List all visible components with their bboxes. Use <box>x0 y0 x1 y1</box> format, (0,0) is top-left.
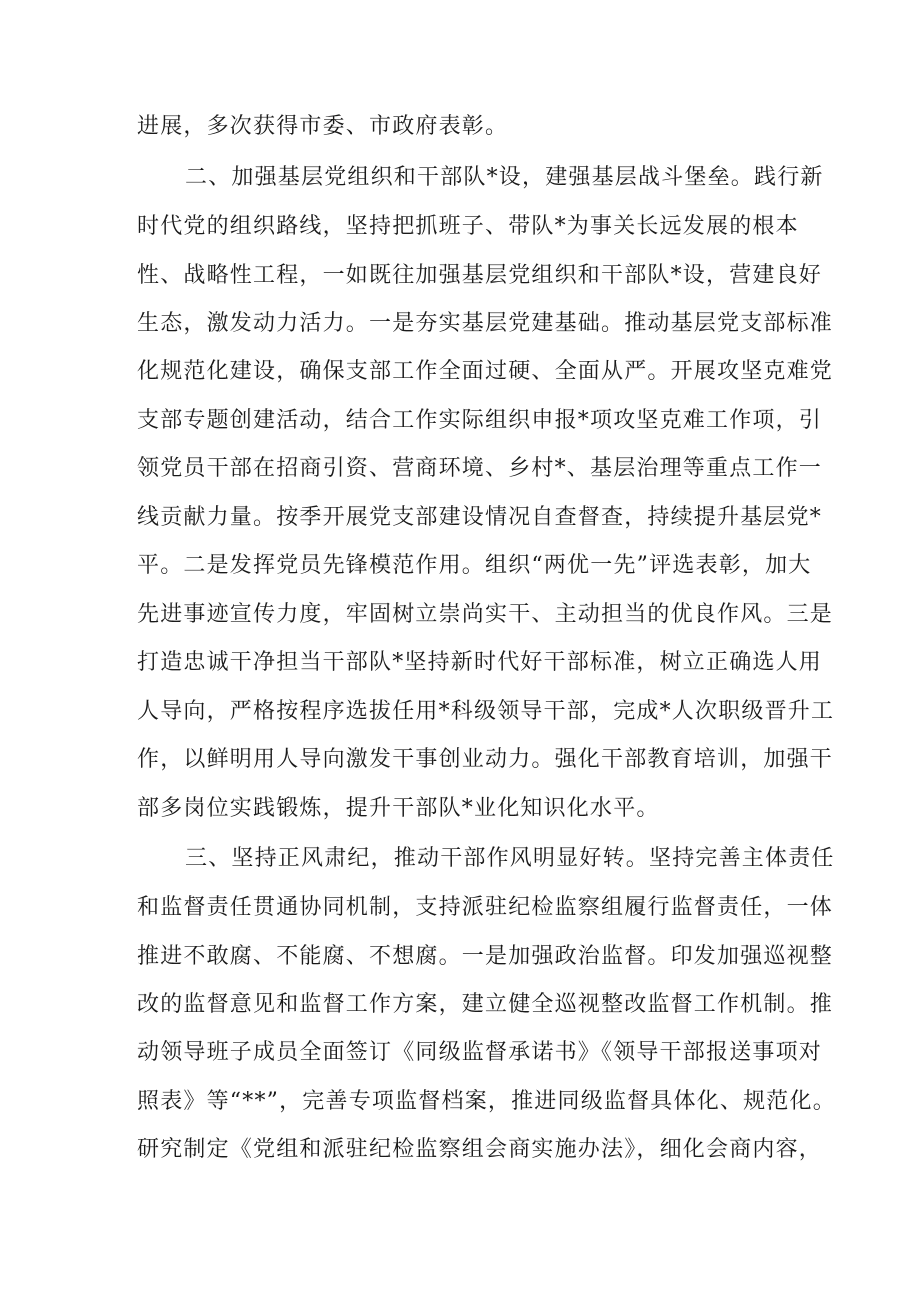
text-line: 支部专题创建活动，结合工作实际组织申报*项攻坚克难工作项，引 <box>137 408 823 433</box>
text-line: 领党员干部在招商引资、营商环境、乡村*、基层治理等重点工作一 <box>137 456 823 481</box>
text-line: 进展，多次获得市委、市政府表彰。 <box>137 114 509 139</box>
text-line: 研究制定《党组和派驻纪检监察组会商实施办法》，细化会商内容， <box>137 1137 823 1162</box>
text-line: 作，以鲜明用人导向激发干事创业动力。强化干部教育培训，加强干 <box>137 747 834 772</box>
text-line: 先进事迹宣传力度，牢固树立崇尚实干、主动担当的优良作风。三是 <box>137 602 834 627</box>
text-line: 动领导班子成员全面签订《同级监督承诺书》《领导干部报送事项对 <box>137 1040 823 1065</box>
text-line: 改的监督意见和监督工作方案，建立健全巡视整改监督工作机制。推 <box>137 992 834 1017</box>
section-three-heading-line: 三、坚持正风肃纪，推动干部作风明显好转。坚持完善主体责任 <box>185 846 835 871</box>
text-line: 生态，激发动力活力。一是夯实基层党建基础。推动基层党支部标准 <box>137 311 834 336</box>
text-line: 线贡献力量。按季开展党支部建设情况自查督查，持续提升基层党* <box>137 505 823 530</box>
text-line: 性、战略性工程，一如既往加强基层党组织和干部队*设，营建良好 <box>137 263 823 288</box>
text-line: 部多岗位实践锻炼，提升干部队*业化知识化水平。 <box>137 796 660 821</box>
text-line: 推进不敢腐、不能腐、不想腐。一是加强政治监督。印发加强巡视整 <box>137 944 834 969</box>
text-line: 化规范化建设，确保支部工作全面过硬、全面从严。开展攻坚克难党 <box>137 359 834 384</box>
text-line: 平。二是发挥党员先锋模范作用。组织“两优一先”评选表彰，加大 <box>137 553 812 578</box>
text-line: 和监督责任贯通协同机制，支持派驻纪检监察组履行监督责任，一体 <box>137 895 834 920</box>
text-line: 照表》等“**”，完善专项监督档案，推进同级监督具体化、规范化。 <box>137 1089 836 1114</box>
section-two-heading-line: 二、加强基层党组织和干部队*设，建强基层战斗堡垒。践行新 <box>185 165 824 190</box>
text-line: 打造忠诚干净担当干部队*坚持新时代好干部标准，树立正确选人用 <box>137 650 823 675</box>
text-line: 人导向，严格按程序选拔任用*科级领导干部，完成*人次职级晋升工 <box>137 699 835 724</box>
text-line: 时代党的组织路线，坚持把抓班子、带队*为事关长远发展的根本 <box>137 214 799 239</box>
